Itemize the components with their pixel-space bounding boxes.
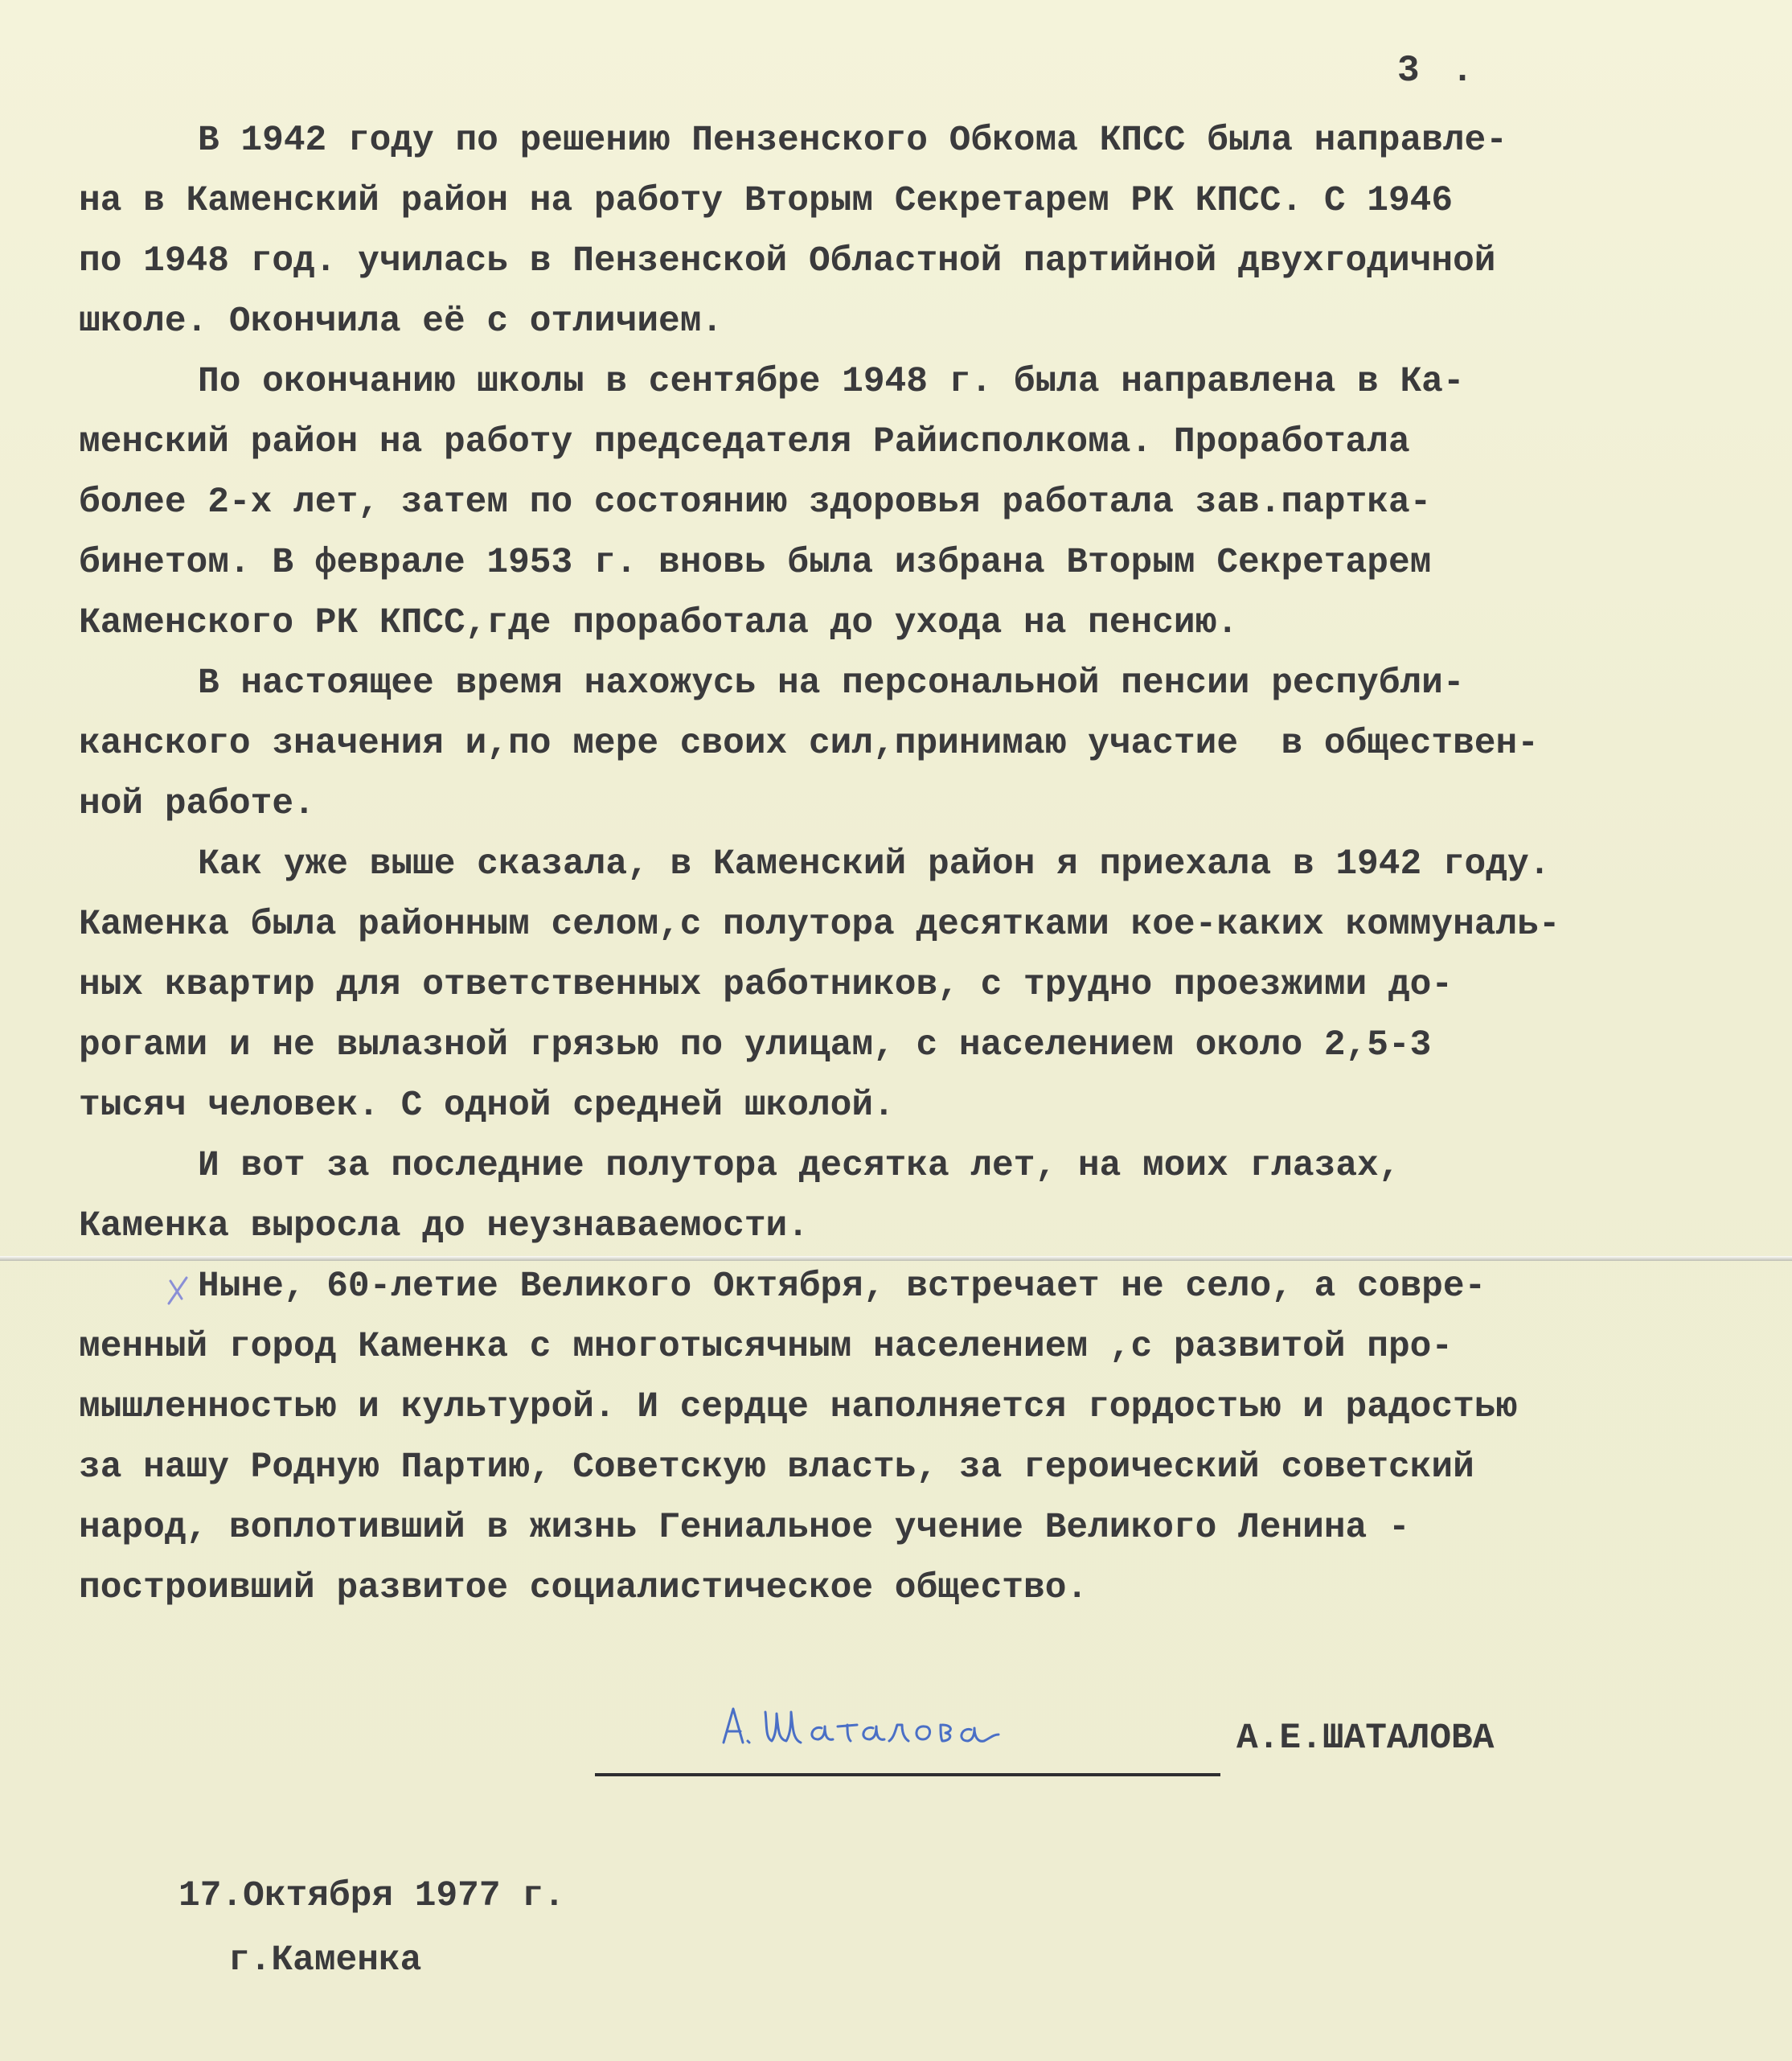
page-number: 3 .	[1397, 50, 1478, 92]
text-line: И вот за последние полутора десятка лет, на моих глазах,	[198, 1146, 1400, 1186]
text-line: ных квартир для ответственных работников, с трудно проезжими до-	[79, 965, 1454, 1005]
text-line: менский район на работу председателя Райисполкома. Проработала	[79, 422, 1410, 462]
text-line: В 1942 году по решению Пензенского Обкома КПСС была направле-	[198, 121, 1507, 161]
document-date: 17.Октября 1977 г.	[178, 1876, 565, 1916]
signer-printed-name: А.Е.ШАТАЛОВА	[1236, 1718, 1495, 1759]
text-line: тысяч человек. С одной средней школой.	[79, 1086, 895, 1126]
date-place-block	[178, 1864, 565, 1993]
text-line: Ныне, 60-летие Великого Октября, встречает не село, а совре-	[198, 1267, 1486, 1307]
text-line: бинетом. В феврале 1953 г. вновь была избрана Вторым Секретарем	[79, 543, 1432, 583]
text-line: Каменка выросла до неузнаваемости.	[79, 1206, 809, 1246]
letter-body	[79, 111, 1759, 1619]
text-line: Каменка была районным селом,с полутора десятками кое-каких коммуналь-	[79, 905, 1560, 945]
handwritten-signature	[595, 1693, 1222, 1781]
text-line: школе. Окончила её с отличием.	[79, 302, 724, 342]
text-line: В настоящее время нахожусь на персональной пенсии республи-	[198, 663, 1465, 704]
text-line: По окончанию школы в сентябре 1948 г. была направлена в Ка-	[198, 362, 1465, 402]
text-line: построивший развитое социалистическое общество.	[79, 1568, 1089, 1608]
text-line: народ, воплотивший в жизнь Гениальное учение Великого Ленина -	[79, 1508, 1410, 1548]
text-line: ной работе.	[79, 784, 315, 824]
text-line: на в Каменский район на работу Вторым Секретарем РК КПСС. С 1946	[79, 181, 1454, 221]
text-line: Каменского РК КПСС,где проработала до ухода на пенсию.	[79, 603, 1239, 643]
text-line: канского значения и,по мере своих сил,принимаю участие в обществен-	[79, 724, 1539, 764]
signature-block	[595, 1693, 1544, 1789]
text-line: по 1948 год. училась в Пензенской Областной партийной двухгодичной	[79, 241, 1496, 281]
text-line: за нашу Родную Партию, Советскую власть, за героический советский	[79, 1447, 1474, 1488]
text-line: мышленностью и культурой. И сердце наполняется гордостью и радостью	[79, 1387, 1518, 1427]
text-line: Как уже выше сказала, в Каменский район я приехала в 1942 году.	[198, 844, 1551, 885]
text-line: более 2-х лет, затем по состоянию здоровья работала зав.партка-	[79, 482, 1432, 523]
document-place: г.Каменка	[228, 1940, 422, 1981]
text-line: рогами и не вылазной грязью по улицам, с населением около 2,5-3	[79, 1025, 1432, 1065]
text-line: менный город Каменка с многотысячным населением ,с развитой про-	[79, 1327, 1454, 1367]
